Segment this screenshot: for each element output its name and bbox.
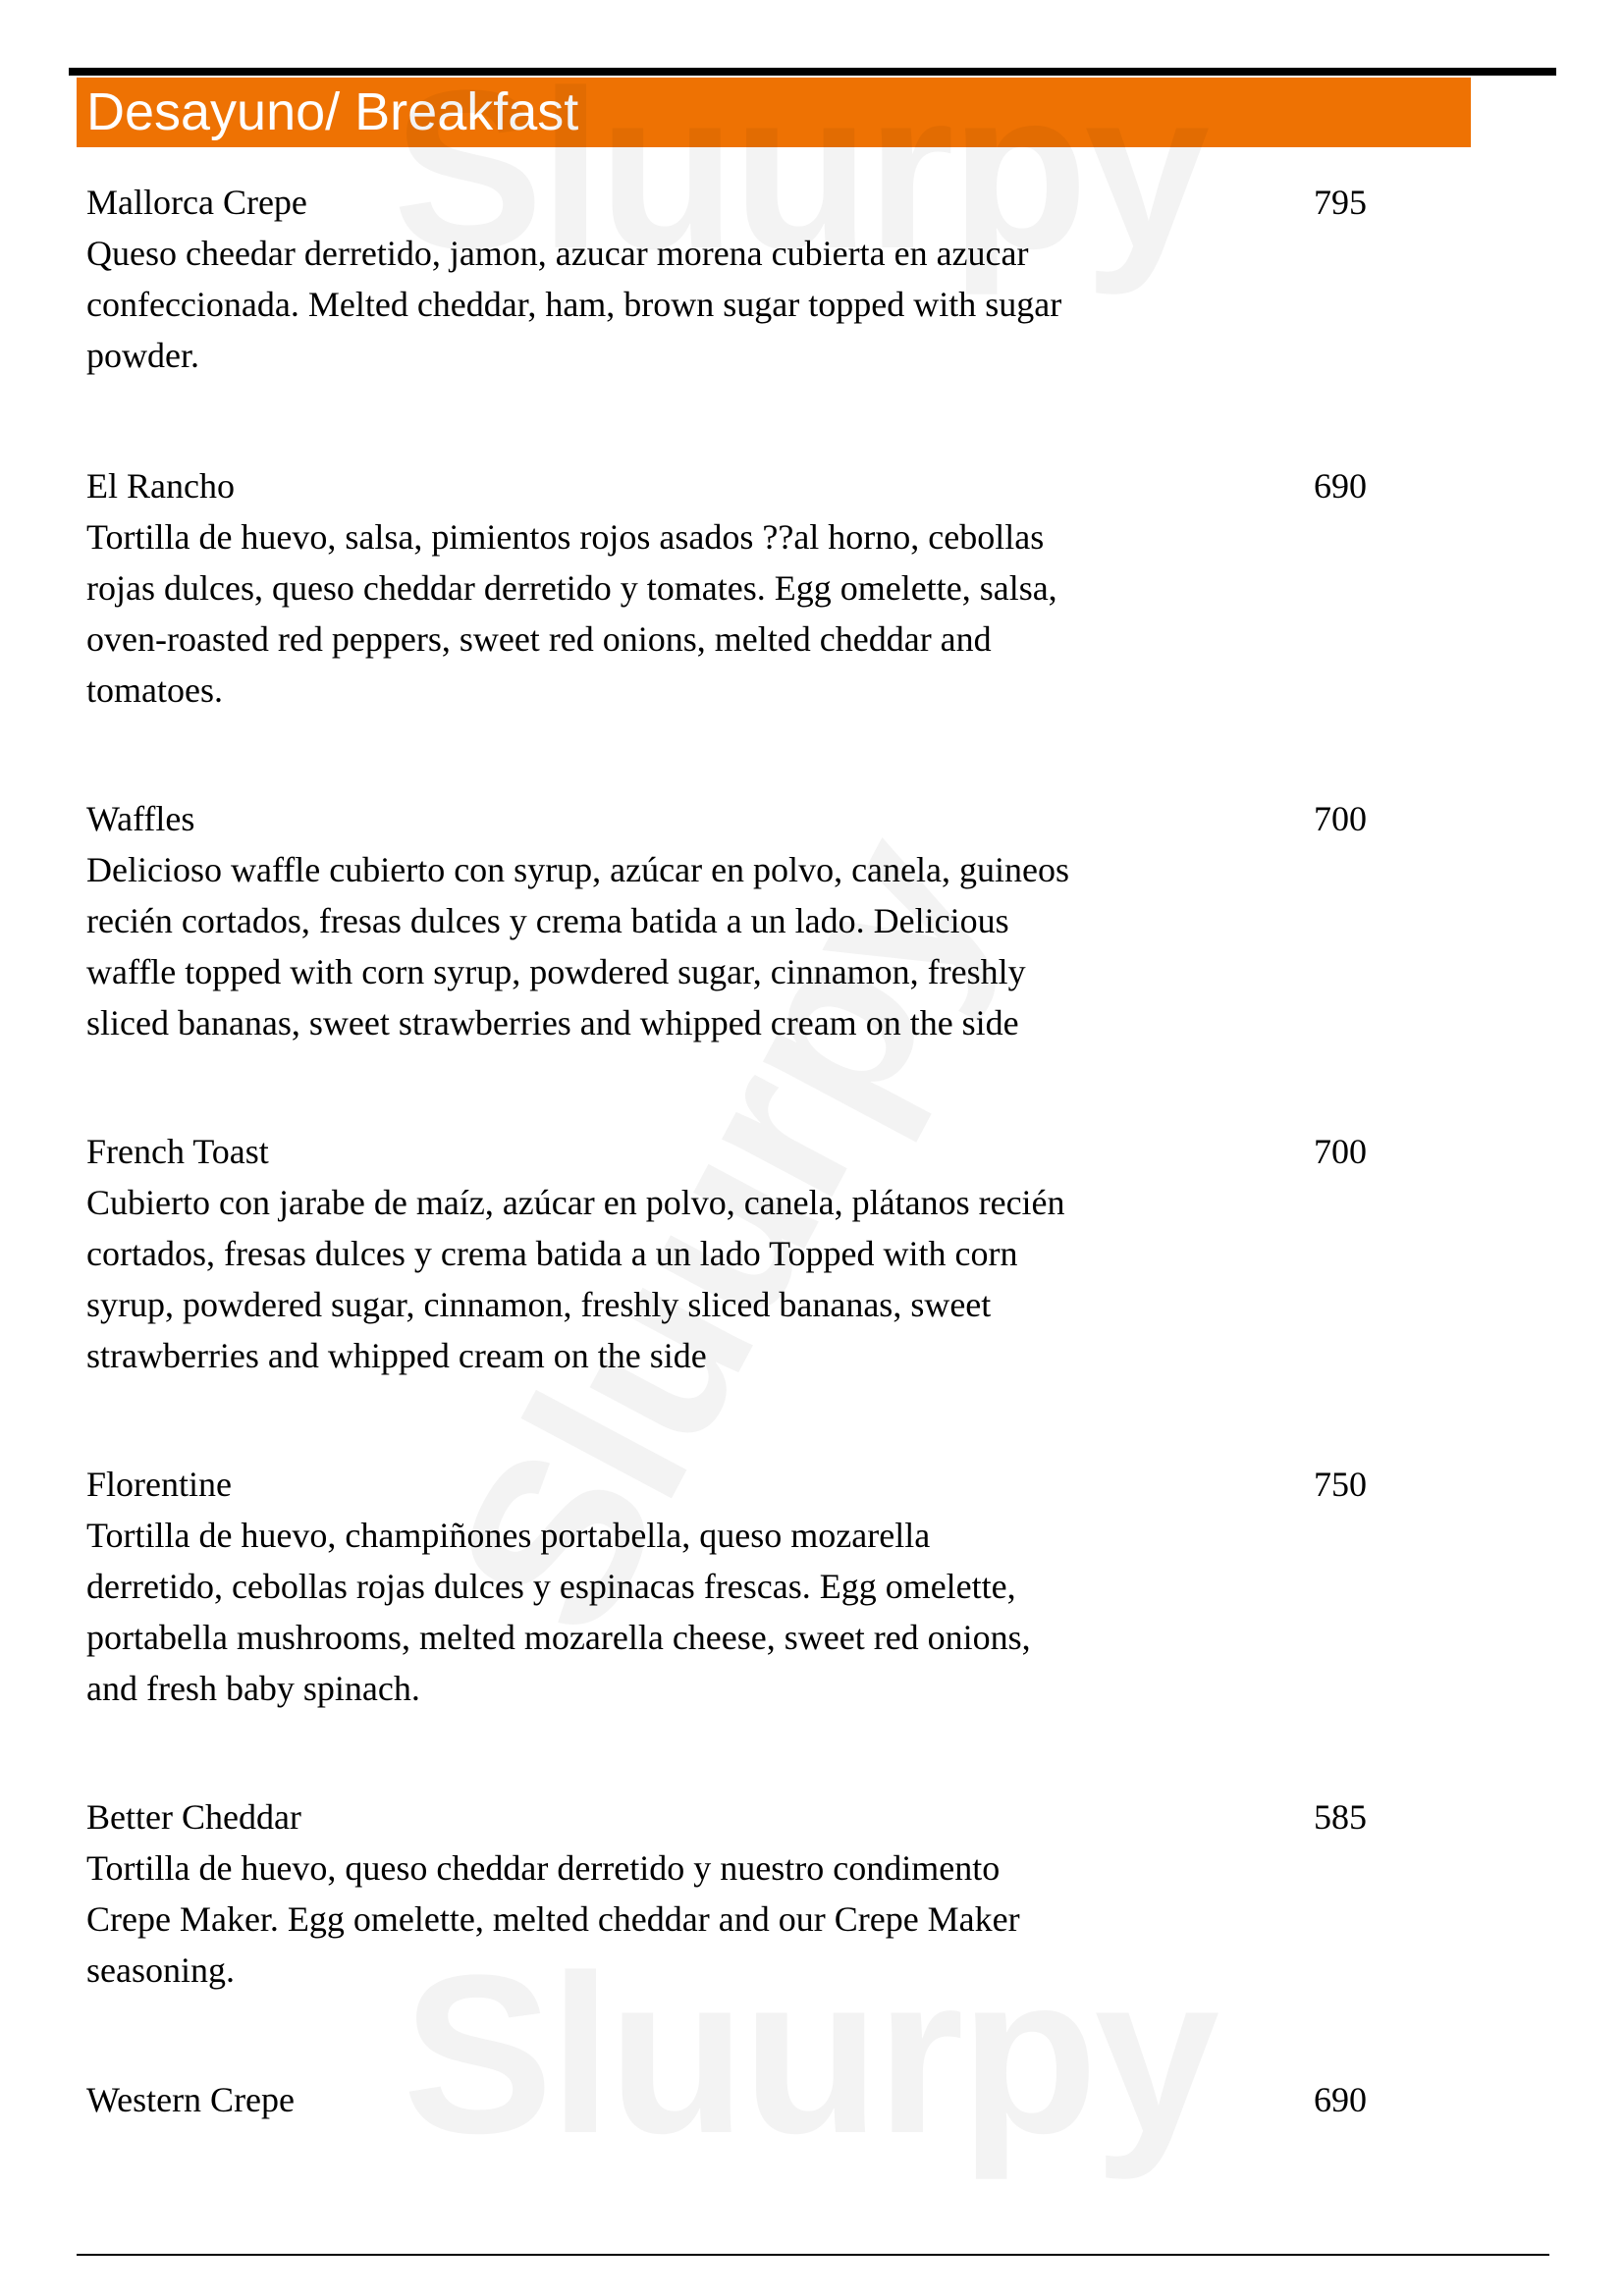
description-line: rojas dulces, queso cheddar derretido y tomates. Egg omelette, salsa, bbox=[86, 568, 1057, 608]
description-line: waffle topped with corn syrup, powdered sugar, cinnamon, freshly bbox=[86, 952, 1026, 991]
menu-item-description bbox=[86, 1842, 1245, 1996]
menu-item bbox=[86, 460, 1441, 716]
menu-item-name: Waffles bbox=[86, 799, 195, 838]
menu-item-price: 690 bbox=[1314, 466, 1367, 506]
description-line: tomatoes. bbox=[86, 670, 223, 710]
menu-item bbox=[86, 177, 1441, 381]
menu-item-description bbox=[86, 844, 1245, 1048]
menu-item-name: French Toast bbox=[86, 1132, 269, 1171]
description-line: oven-roasted red peppers, sweet red onions, melted cheddar and bbox=[86, 619, 992, 659]
description-line: recién cortados, fresas dulces y crema batida a un lado. Delicious bbox=[86, 901, 1009, 940]
menu-item-price: 700 bbox=[1314, 1132, 1367, 1171]
description-line: Queso cheedar derretido, jamon, azucar morena cubierta en azucar bbox=[86, 234, 1029, 273]
description-line: Tortilla de huevo, champiñones portabella, queso mozarella bbox=[86, 1516, 931, 1555]
menu-item-description bbox=[86, 1510, 1245, 1714]
menu-item-description bbox=[86, 1177, 1245, 1381]
bottom-rule bbox=[77, 2254, 1549, 2256]
menu-item-name: El Rancho bbox=[86, 466, 235, 506]
description-line: Tortilla de huevo, queso cheddar derretido y nuestro condimento bbox=[86, 1848, 1001, 1888]
menu-item-name: Better Cheddar bbox=[86, 1797, 301, 1837]
section-title: Desayuno/ Breakfast bbox=[86, 82, 579, 141]
menu-item-price: 795 bbox=[1314, 183, 1367, 222]
description-line: Cubierto con jarabe de maíz, azúcar en polvo, canela, plátanos recién bbox=[86, 1183, 1065, 1222]
description-line: powder. bbox=[86, 336, 199, 375]
menu-item bbox=[86, 1459, 1441, 1714]
menu-item-price: 700 bbox=[1314, 799, 1367, 838]
description-line: and fresh baby spinach. bbox=[86, 1669, 420, 1708]
description-line: seasoning. bbox=[86, 1950, 235, 1990]
description-line: confeccionada. Melted cheddar, ham, brown sugar topped with sugar bbox=[86, 285, 1062, 324]
description-line: Delicioso waffle cubierto con syrup, azúcar en polvo, canela, guineos bbox=[86, 850, 1069, 889]
menu-item-name: Western Crepe bbox=[86, 2080, 296, 2119]
menu-item bbox=[86, 2074, 1441, 2125]
menu-item bbox=[86, 1126, 1441, 1381]
menu-item-price: 690 bbox=[1314, 2080, 1367, 2119]
menu-item-description bbox=[86, 511, 1245, 716]
menu-item bbox=[86, 793, 1441, 1048]
description-line: sliced bananas, sweet strawberries and whipped cream on the side bbox=[86, 1003, 1019, 1042]
menu-item-price: 585 bbox=[1314, 1797, 1367, 1837]
menu-item-name: Florentine bbox=[86, 1465, 232, 1504]
description-line: Tortilla de huevo, salsa, pimientos rojos asados ??al horno, cebollas bbox=[86, 517, 1045, 557]
menu-item bbox=[86, 1791, 1441, 1996]
description-line: cortados, fresas dulces y crema batida a un lado Topped with corn bbox=[86, 1234, 1018, 1273]
description-line: strawberries and whipped cream on the side bbox=[86, 1336, 707, 1375]
top-rule bbox=[69, 68, 1556, 76]
description-line: syrup, powdered sugar, cinnamon, freshly sliced bananas, sweet bbox=[86, 1285, 992, 1324]
menu-item-price: 750 bbox=[1314, 1465, 1367, 1504]
description-line: Crepe Maker. Egg omelette, melted cheddar and our Crepe Maker bbox=[86, 1899, 1020, 1939]
menu-item-name: Mallorca Crepe bbox=[86, 183, 307, 222]
description-line: portabella mushrooms, melted mozarella cheese, sweet red onions, bbox=[86, 1618, 1031, 1657]
description-line: derretido, cebollas rojas dulces y espinacas frescas. Egg omelette, bbox=[86, 1567, 1016, 1606]
menu-item-description bbox=[86, 228, 1245, 381]
